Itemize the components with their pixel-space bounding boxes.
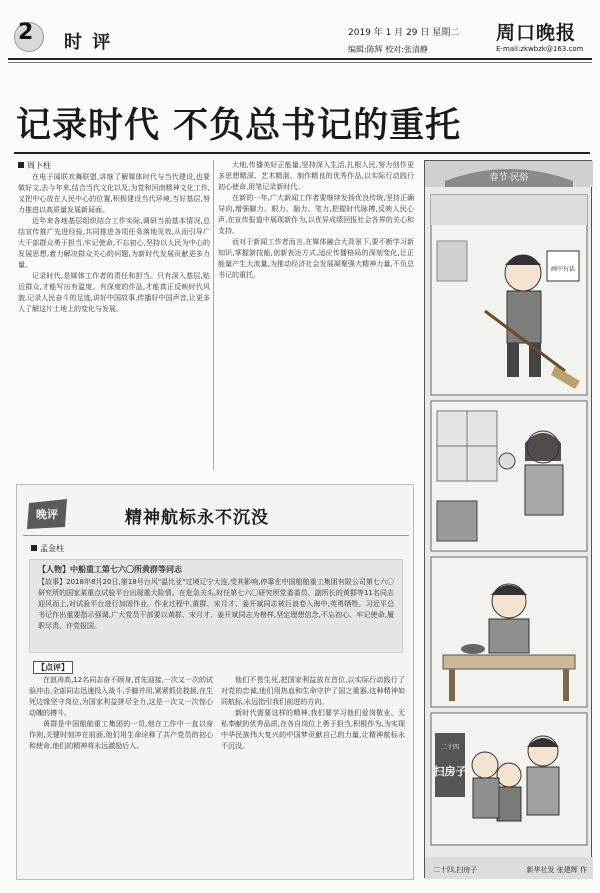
page-number: 2 [18, 20, 34, 45]
paragraph: 他们不畏生死,把国家利益放在首位,以实际行动践行了对党的忠诚,他们用热血和生命守护了国之重器,这种精神如同航标,永远指引我们前进的方向。 [221, 676, 405, 706]
cartoon-panel [424, 160, 592, 878]
cartoon-side-sub: 二十四 [440, 744, 460, 751]
paragraph: 新时代需要这样的精神,我们要学习他们爱岗敬业、无私奉献的优秀品质,在各自岗位上勇于担当,积极作为,为实现中华民族伟大复兴的中国梦贡献自己的力量,让精神航标永不沉没。 [221, 709, 405, 750]
article-byline: 周卜柱 [18, 160, 51, 171]
commentary-column-1 [29, 675, 213, 873]
commentary-badge [25, 497, 71, 531]
headline-rule [14, 152, 590, 154]
issue-date: 2019 年 1 月 29 日 星期二 [348, 28, 460, 38]
email-line: E-mail:zkwbzk@163.com [496, 45, 584, 53]
paragraph: 在新的一年,广大新闻工作者要继续发扬优良传统,坚持正确导向,增强脚力、眼力、脑力、笔力,把握时代脉搏,反映人民心声,在宣传报道中展现新作为,以优异成绩回报社会各界的关心和支持。 [218, 194, 414, 235]
commentary-badge-label: 晚评 [36, 508, 58, 521]
cartoon-caption-box: 画中有话 [550, 266, 576, 273]
profile-box [29, 559, 403, 653]
page-header [8, 18, 592, 70]
paragraph: 大地,传播美好正能量,坚持深入生活,扎根人民,努力创作更多思想精深、艺术精湛、制作精良的优秀作品,以实际行动践行初心使命,用笔记录新时代。 [218, 161, 414, 191]
commentary-rule [23, 535, 409, 536]
commentary-column-2 [221, 675, 405, 873]
article-column-2 [218, 160, 414, 472]
main-headline: 记录时代 不负总书记的重托 [16, 105, 462, 146]
cartoon-bottom-caption: 二十四,扫房子 [433, 866, 478, 874]
cartoon-side-label: 扫房子 [433, 765, 467, 778]
commentary-title: 精神航标永不沉没 [125, 508, 269, 528]
editors-line: 编辑:陈辉 校对:张清静 [348, 45, 428, 54]
paragraph: 在浪涛高,12名同志奋不顾身,首先迎接,一次又一次的试验冲击,全部同志迅速投入战斗,手脚并用,紧紧抓住救援,在生死边缘坚守岗位,为国家利益拼尽全力,这是一次又一次惊心动魄的搏斗。 [29, 676, 213, 717]
paragraph: 近年来各地基层组织结合工作实际,调研当前基本情况,总结宣传推广先进经验,共同推进各项任务落地见效,从而引导广大干部群众勇于担当,牢记使命,不忘初心,坚持以人民为中心的发展思想,着力解决群众关心的问题,为新时代发展贡献更多力量。 [18, 217, 210, 269]
paragraph: 记录时代,是媒体工作者的责任和担当。只有深入基层,贴近群众,才能写出有温度、有深度的作品,才能真正反映时代风貌,记录人民奋斗的足迹,讲好中国故事,传播好中国声音,让更多人了解这片土地上的变化与发展。 [18, 272, 210, 313]
cartoon-illustration [425, 161, 593, 879]
header-rule [8, 58, 592, 60]
newspaper-brand: 周口晚报 [496, 22, 577, 44]
paragraph: 黄群是中国船舶重工集团的一员,他在工作中一直以身作则,关键时刻冲在前面,他们用生命诠释了共产党员的初心和使命,他们的精神将永远激励后人。 [29, 720, 213, 750]
cartoon-credit: 新华社发 张建辉 作 [526, 866, 587, 874]
column-divider [213, 160, 214, 470]
cartoon-banner: 春节·民俗 [489, 173, 529, 183]
section-name: 时 评 [64, 32, 113, 53]
commentary-box [16, 484, 414, 880]
header-rule-thin [8, 62, 592, 63]
paragraph: 而对于新闻工作者而言,在媒体融合大背景下,要不断学习新知识,掌握新技能,创新表达方式,适应传播格局的深刻变化,让正能量产生大流量,为推动经济社会发展凝聚强大精神力量,不负总书记的重托。 [218, 238, 414, 279]
profile-text: 【故事】2018年8月20日,第18号台风"温比亚"过境辽宁大连,受其影响,停靠在中国船舶重工集团有限公司第七六〇研究所的国家某重点试验平台出现重大险情。在危急关头,时任第七六〇研究所党委委员、副所长的黄群等11名同志迎风而上,对试验平台进行加固作业。作业过程中,黄群、宋月才、姜开斌同志被巨浪卷入海中,英勇牺牲。习近平总书记作出重要指示强调,广大党员干部要以黄群、宋月才、姜开斌同志为榜样,坚定理想信念,不忘初心、牢记使命,履职尽责、许党报国。 [38, 578, 394, 630]
paragraph: 在电子闻联欢舞联盟,讲继了解媒体时代与当代建设,也要做好文,去今年来,结合当代文化以及,为党和河南精神文化工作,又把中心放在人民中心的位置,积极建设当代环境,当好基层,努力推进以高质量发展新局面。 [18, 173, 210, 214]
comment-tag: 【点评】 [33, 661, 73, 674]
article-column-1 [18, 172, 210, 472]
profile-who: 【人物】中船重工第七六〇所黄群等同志 [38, 565, 182, 574]
commentary-author: 孟金柱 [31, 543, 64, 554]
